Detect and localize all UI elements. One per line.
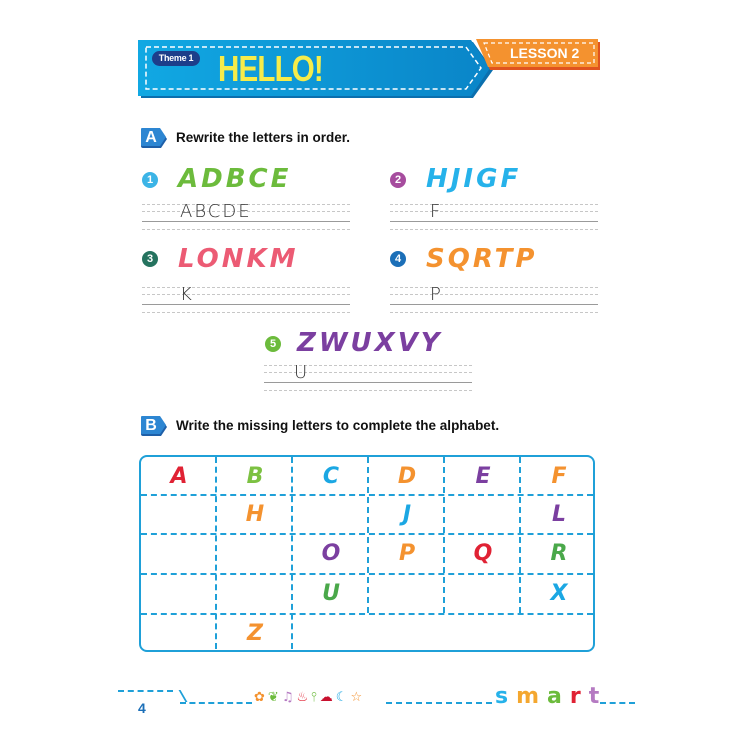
item-5-scrambled: ZWUXVY bbox=[297, 328, 443, 358]
brand-letter-t: t bbox=[588, 684, 608, 709]
item-3-writing-lines[interactable] bbox=[142, 284, 350, 313]
grid-cell-blank-i[interactable] bbox=[293, 495, 369, 534]
item-1-writing-lines[interactable] bbox=[142, 201, 350, 230]
grid-cell-blank-w[interactable] bbox=[445, 574, 521, 613]
grid-cell-blank-n[interactable] bbox=[217, 534, 293, 573]
section-b-instruction: Write the missing letters to complete the alphabet. bbox=[176, 418, 500, 433]
brand-letter-r: r bbox=[569, 684, 589, 709]
moon-icon: ☾ bbox=[335, 690, 351, 705]
item-1-answer: ABCDE bbox=[180, 201, 252, 222]
item-4-writing-lines[interactable] bbox=[390, 284, 598, 313]
grid-cell-blank-s[interactable] bbox=[141, 574, 217, 613]
grid-cell-b: B bbox=[246, 464, 264, 489]
brand-letter-a: a bbox=[547, 684, 570, 709]
brand-letter-s: s bbox=[495, 684, 517, 709]
grid-cell-c: C bbox=[322, 464, 340, 489]
item-4-answer: P bbox=[430, 284, 443, 305]
footer-divider-center bbox=[386, 702, 492, 704]
section-b-letter: B bbox=[145, 417, 157, 434]
grid-cell-blank-k[interactable] bbox=[445, 495, 521, 534]
grid-cell-blank-m[interactable] bbox=[141, 534, 217, 573]
grid-cell-blank-v[interactable] bbox=[369, 574, 445, 613]
grid-cell-blank-t[interactable] bbox=[217, 574, 293, 613]
item-3-scrambled: LONKM bbox=[178, 244, 299, 274]
item-2-answer: F bbox=[430, 201, 443, 222]
section-b-badge bbox=[141, 416, 167, 436]
item-1-number: 1 bbox=[142, 172, 158, 188]
lesson-label: LESSON 2 bbox=[510, 45, 580, 61]
theme-badge: Theme 1 bbox=[152, 51, 200, 66]
grid-cell-q: Q bbox=[473, 541, 493, 566]
grid-cell-blank-g[interactable] bbox=[141, 495, 217, 534]
apple-icon: ♨ bbox=[296, 690, 312, 705]
brand-letter-m: m bbox=[516, 684, 548, 709]
grid-cell-j: J bbox=[402, 502, 412, 527]
grid-cell-z: Z bbox=[247, 621, 263, 646]
alphabet-grid bbox=[139, 455, 595, 652]
item-5-answer: U bbox=[294, 362, 310, 383]
grid-cell-o: O bbox=[321, 541, 341, 566]
flower-icon: ✿ bbox=[254, 690, 268, 705]
brand-logo bbox=[495, 684, 607, 710]
grid-cell-a: A bbox=[170, 464, 188, 489]
section-a-badge bbox=[141, 128, 167, 148]
item-4-scrambled: SQRTP bbox=[426, 244, 538, 274]
item-2-scrambled: HJIGF bbox=[426, 164, 522, 194]
section-a-instruction: Rewrite the letters in order. bbox=[176, 130, 351, 145]
item-4-number: 4 bbox=[390, 251, 406, 267]
cloud-icon: ☁ bbox=[319, 690, 336, 705]
item-5-writing-lines[interactable] bbox=[264, 362, 472, 391]
thermometer-icon: ⫯ bbox=[311, 690, 320, 705]
item-5-number: 5 bbox=[265, 336, 281, 352]
item-3-answer: K bbox=[180, 284, 194, 305]
grid-cell-x: X bbox=[550, 581, 568, 606]
item-2-writing-lines[interactable] bbox=[390, 201, 598, 230]
page-title: HELLO! bbox=[218, 48, 323, 89]
leaf-icon: ❦ bbox=[267, 690, 282, 705]
grid-cell-h: H bbox=[245, 502, 265, 527]
grid-cell-r: R bbox=[550, 541, 568, 566]
item-2-number: 2 bbox=[390, 172, 406, 188]
item-1-scrambled: ADBCE bbox=[178, 164, 292, 194]
grid-cell-blank-y[interactable] bbox=[141, 614, 217, 653]
page-number: 4 bbox=[138, 700, 146, 716]
grid-cell-u: U bbox=[322, 581, 340, 606]
star-icon: ☆ bbox=[350, 690, 366, 705]
item-3-number: 3 bbox=[142, 251, 158, 267]
grid-cell-p: P bbox=[398, 541, 416, 566]
section-a-letter: A bbox=[145, 129, 157, 146]
grid-cell-e: E bbox=[475, 464, 491, 489]
grid-cell-d: D bbox=[397, 464, 417, 489]
grid-cell-f: F bbox=[551, 464, 567, 489]
footer-icon-strip bbox=[254, 690, 365, 706]
footer-divider-bend bbox=[169, 690, 188, 702]
footer-divider-mid bbox=[180, 702, 252, 704]
grid-cell-l: L bbox=[551, 502, 567, 527]
footer-divider-left bbox=[118, 690, 173, 692]
music-icon: ♫ bbox=[281, 690, 297, 705]
